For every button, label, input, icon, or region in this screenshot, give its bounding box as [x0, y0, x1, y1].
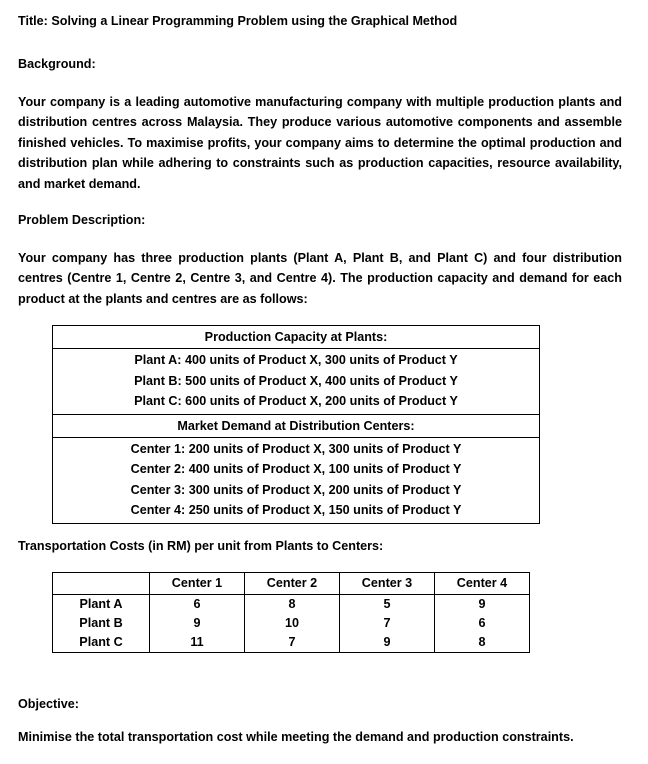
demand-row: Center 4: 250 units of Product X, 150 units of Product Y	[130, 503, 462, 517]
cost-cell: 7	[340, 614, 435, 633]
table-row	[53, 633, 530, 653]
plant-label: Plant A	[53, 595, 150, 615]
table-header-cell	[53, 573, 150, 595]
background-paragraph	[18, 92, 622, 194]
costs-heading: Transportation Costs (in RM) per unit from Plants to Centers:	[18, 539, 384, 553]
background-line: distribution centres across Malaysia. They produce various automotive components and assemble	[18, 115, 622, 130]
objective-text: Minimise the total transportation cost while meeting the demand and production constraints.	[18, 730, 574, 744]
demand-list	[53, 438, 539, 523]
cost-cell: 9	[150, 614, 245, 633]
capacity-heading: Production Capacity at Plants:	[53, 326, 539, 349]
demand-row: Center 3: 300 units of Product X, 200 units of Product Y	[130, 482, 462, 497]
problem-line: centres (Centre 1, Centre 2, Centre 3, and Centre 4). The production capacity and demand for each	[18, 271, 622, 286]
cost-cell: 8	[245, 595, 340, 615]
background-line: distribution plan while adhering to constraints such as production capacities, resource availability,	[18, 156, 622, 171]
cost-cell: 10	[245, 614, 340, 633]
cost-cell: 6	[150, 595, 245, 615]
plant-label: Plant C	[53, 633, 150, 653]
document-title: Title: Solving a Linear Programming Problem using the Graphical Method	[18, 14, 458, 28]
problem-paragraph	[18, 248, 622, 309]
plant-label: Plant B	[53, 614, 150, 633]
cost-cell: 11	[150, 633, 245, 653]
capacity-row: Plant A: 400 units of Product X, 300 units of Product Y	[134, 353, 458, 367]
cost-cell: 7	[245, 633, 340, 653]
demand-row: Center 1: 200 units of Product X, 300 units of Product Y	[130, 441, 462, 456]
capacity-row: Plant B: 500 units of Product X, 400 units of Product Y	[134, 373, 458, 388]
table-header-cell: Center 4	[435, 573, 530, 595]
problem-line: Your company has three production plants (Plant A, Plant B, and Plant C) and four distribution	[18, 251, 622, 265]
cost-cell: 8	[435, 633, 530, 653]
problem-heading: Problem Description:	[18, 213, 146, 227]
problem-line: product at the plants and centres are as follows:	[18, 291, 308, 306]
demand-row: Center 2: 400 units of Product X, 100 units of Product Y	[130, 462, 462, 476]
cost-cell: 9	[340, 633, 435, 653]
capacity-row: Plant C: 600 units of Product X, 200 units of Product Y	[134, 394, 458, 408]
background-line: Your company is a leading automotive manufacturing company with multiple production plants and	[18, 95, 622, 109]
background-heading: Background:	[18, 57, 96, 71]
cost-cell: 9	[435, 595, 530, 615]
capacity-demand-box	[52, 325, 540, 524]
capacity-list	[53, 349, 539, 414]
background-line: and market demand.	[18, 176, 141, 191]
transport-cost-table	[52, 572, 530, 653]
demand-heading: Market Demand at Distribution Centers:	[53, 414, 539, 438]
table-row	[53, 595, 530, 615]
objective-heading: Objective:	[18, 697, 79, 711]
table-header-cell: Center 2	[245, 573, 340, 595]
table-header-cell: Center 3	[340, 573, 435, 595]
background-line: finished vehicles. To maximise profits, your company aims to determine the optimal production and	[18, 135, 622, 150]
cost-cell: 5	[340, 595, 435, 615]
cost-cell: 6	[435, 614, 530, 633]
table-row	[53, 614, 530, 633]
table-header-row	[53, 573, 530, 595]
table-header-cell: Center 1	[150, 573, 245, 595]
